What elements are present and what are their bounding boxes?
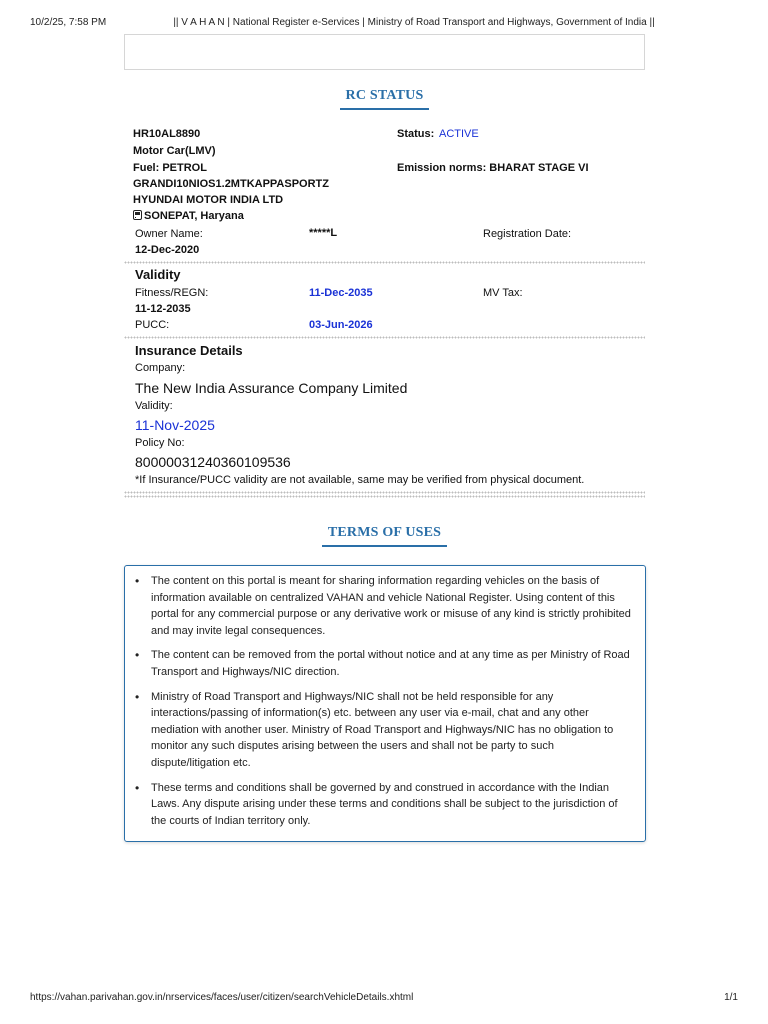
divider xyxy=(124,495,645,498)
terms-item: • The content on this portal is meant for sharing information regarding vehicles on the basis of information available on centralized VAHAN and vehicle National Register. Using content of this portal for any commercial purpose or any derivative work or misuse of any kind is strictly prohibited and may invite legal consequences. xyxy=(151,573,635,639)
divider xyxy=(124,261,645,264)
print-datetime: 10/2/25, 7:58 PM xyxy=(30,17,107,28)
registration-number: HR10AL8890 xyxy=(133,128,201,140)
owner-name-label: Owner Name: xyxy=(135,228,203,240)
owner-name-value: *****L xyxy=(309,227,338,239)
policy-number-label: Policy No: xyxy=(135,437,185,449)
status-label: Status: xyxy=(397,128,435,140)
terms-title: TERMS OF USES xyxy=(124,525,645,547)
rc-status-card xyxy=(124,128,645,263)
rc-status-title: RC STATUS xyxy=(124,88,645,110)
rto-location: SONEPAT, Haryana xyxy=(133,210,244,222)
policy-number-value: 80000031240360109536 xyxy=(135,454,291,470)
insurance-company-value: The New India Assurance Company Limited xyxy=(135,380,408,396)
divider xyxy=(124,491,645,494)
terms-box xyxy=(124,565,646,842)
divider xyxy=(124,336,645,339)
vehicle-icon xyxy=(133,210,142,220)
mv-tax-value: 11-12-2035 xyxy=(135,303,191,315)
registration-date-value: 12-Dec-2020 xyxy=(135,244,200,256)
insurance-company-label: Company: xyxy=(135,362,186,374)
terms-item: • These terms and conditions shall be governed by and construed in accordance with the Indian Laws. Any dispute arising under these terms and conditions shall be subject to the jurisdiction of the courts of Indian territory only. xyxy=(151,780,635,830)
insurance-validity-label: Validity: xyxy=(135,400,173,412)
insurance-heading: Insurance Details xyxy=(135,343,243,358)
print-page-title: || V A H A N | National Register e-Services | Ministry of Road Transport and Highways, Government of India || xyxy=(173,17,655,28)
page-url: https://vahan.parivahan.gov.in/nrservices/faces/user/citizen/searchVehicleDetails.xhtml xyxy=(30,992,414,1003)
emission-norms: Emission norms: BHARAT STAGE VI xyxy=(397,162,589,174)
fitness-value: 11-Dec-2035 xyxy=(309,287,373,299)
print-footer xyxy=(30,992,738,1006)
terms-item: • Ministry of Road Transport and Highways/NIC shall not be held responsible for any interactions/passing of information(s) etc. between any user via e-mail, chat and any other mediation with another user. Ministry of Road Transport and Highways/NIC has no obligation to monitor any such disputes arising between the users and shall not be party to such dispute/litigation etc. xyxy=(151,689,635,772)
pucc-value: 03-Jun-2026 xyxy=(309,319,373,331)
pucc-label: PUCC: xyxy=(135,319,170,331)
terms-list xyxy=(125,566,645,829)
insurance-note: *If Insurance/PUCC validity are not available, same may be verified from physical document. xyxy=(135,474,585,486)
status-badge: ACTIVE xyxy=(439,128,479,140)
vehicle-maker: HYUNDAI MOTOR INDIA LTD xyxy=(133,194,284,206)
fitness-label: Fitness/REGN: xyxy=(135,287,209,299)
vehicle-class: Motor Car(LMV) xyxy=(133,145,216,157)
registration-date-label: Registration Date: xyxy=(483,228,572,240)
validity-heading: Validity xyxy=(135,267,181,282)
vehicle-model: GRANDI10NIOS1.2MTKAPPASPORTZ xyxy=(133,178,329,190)
validity-card xyxy=(124,267,645,337)
fuel-type: Fuel: PETROL xyxy=(133,162,207,174)
terms-item: • The content can be removed from the portal without notice and at any time as per Ministry of Road Transport and Highways/NIC direction. xyxy=(151,647,635,680)
insurance-card xyxy=(124,343,645,491)
search-panel-box xyxy=(124,34,645,70)
mv-tax-label: MV Tax: xyxy=(483,287,523,299)
print-header xyxy=(30,17,738,31)
insurance-validity-value: 11-Nov-2025 xyxy=(135,417,215,433)
page-count: 1/1 xyxy=(724,992,738,1003)
